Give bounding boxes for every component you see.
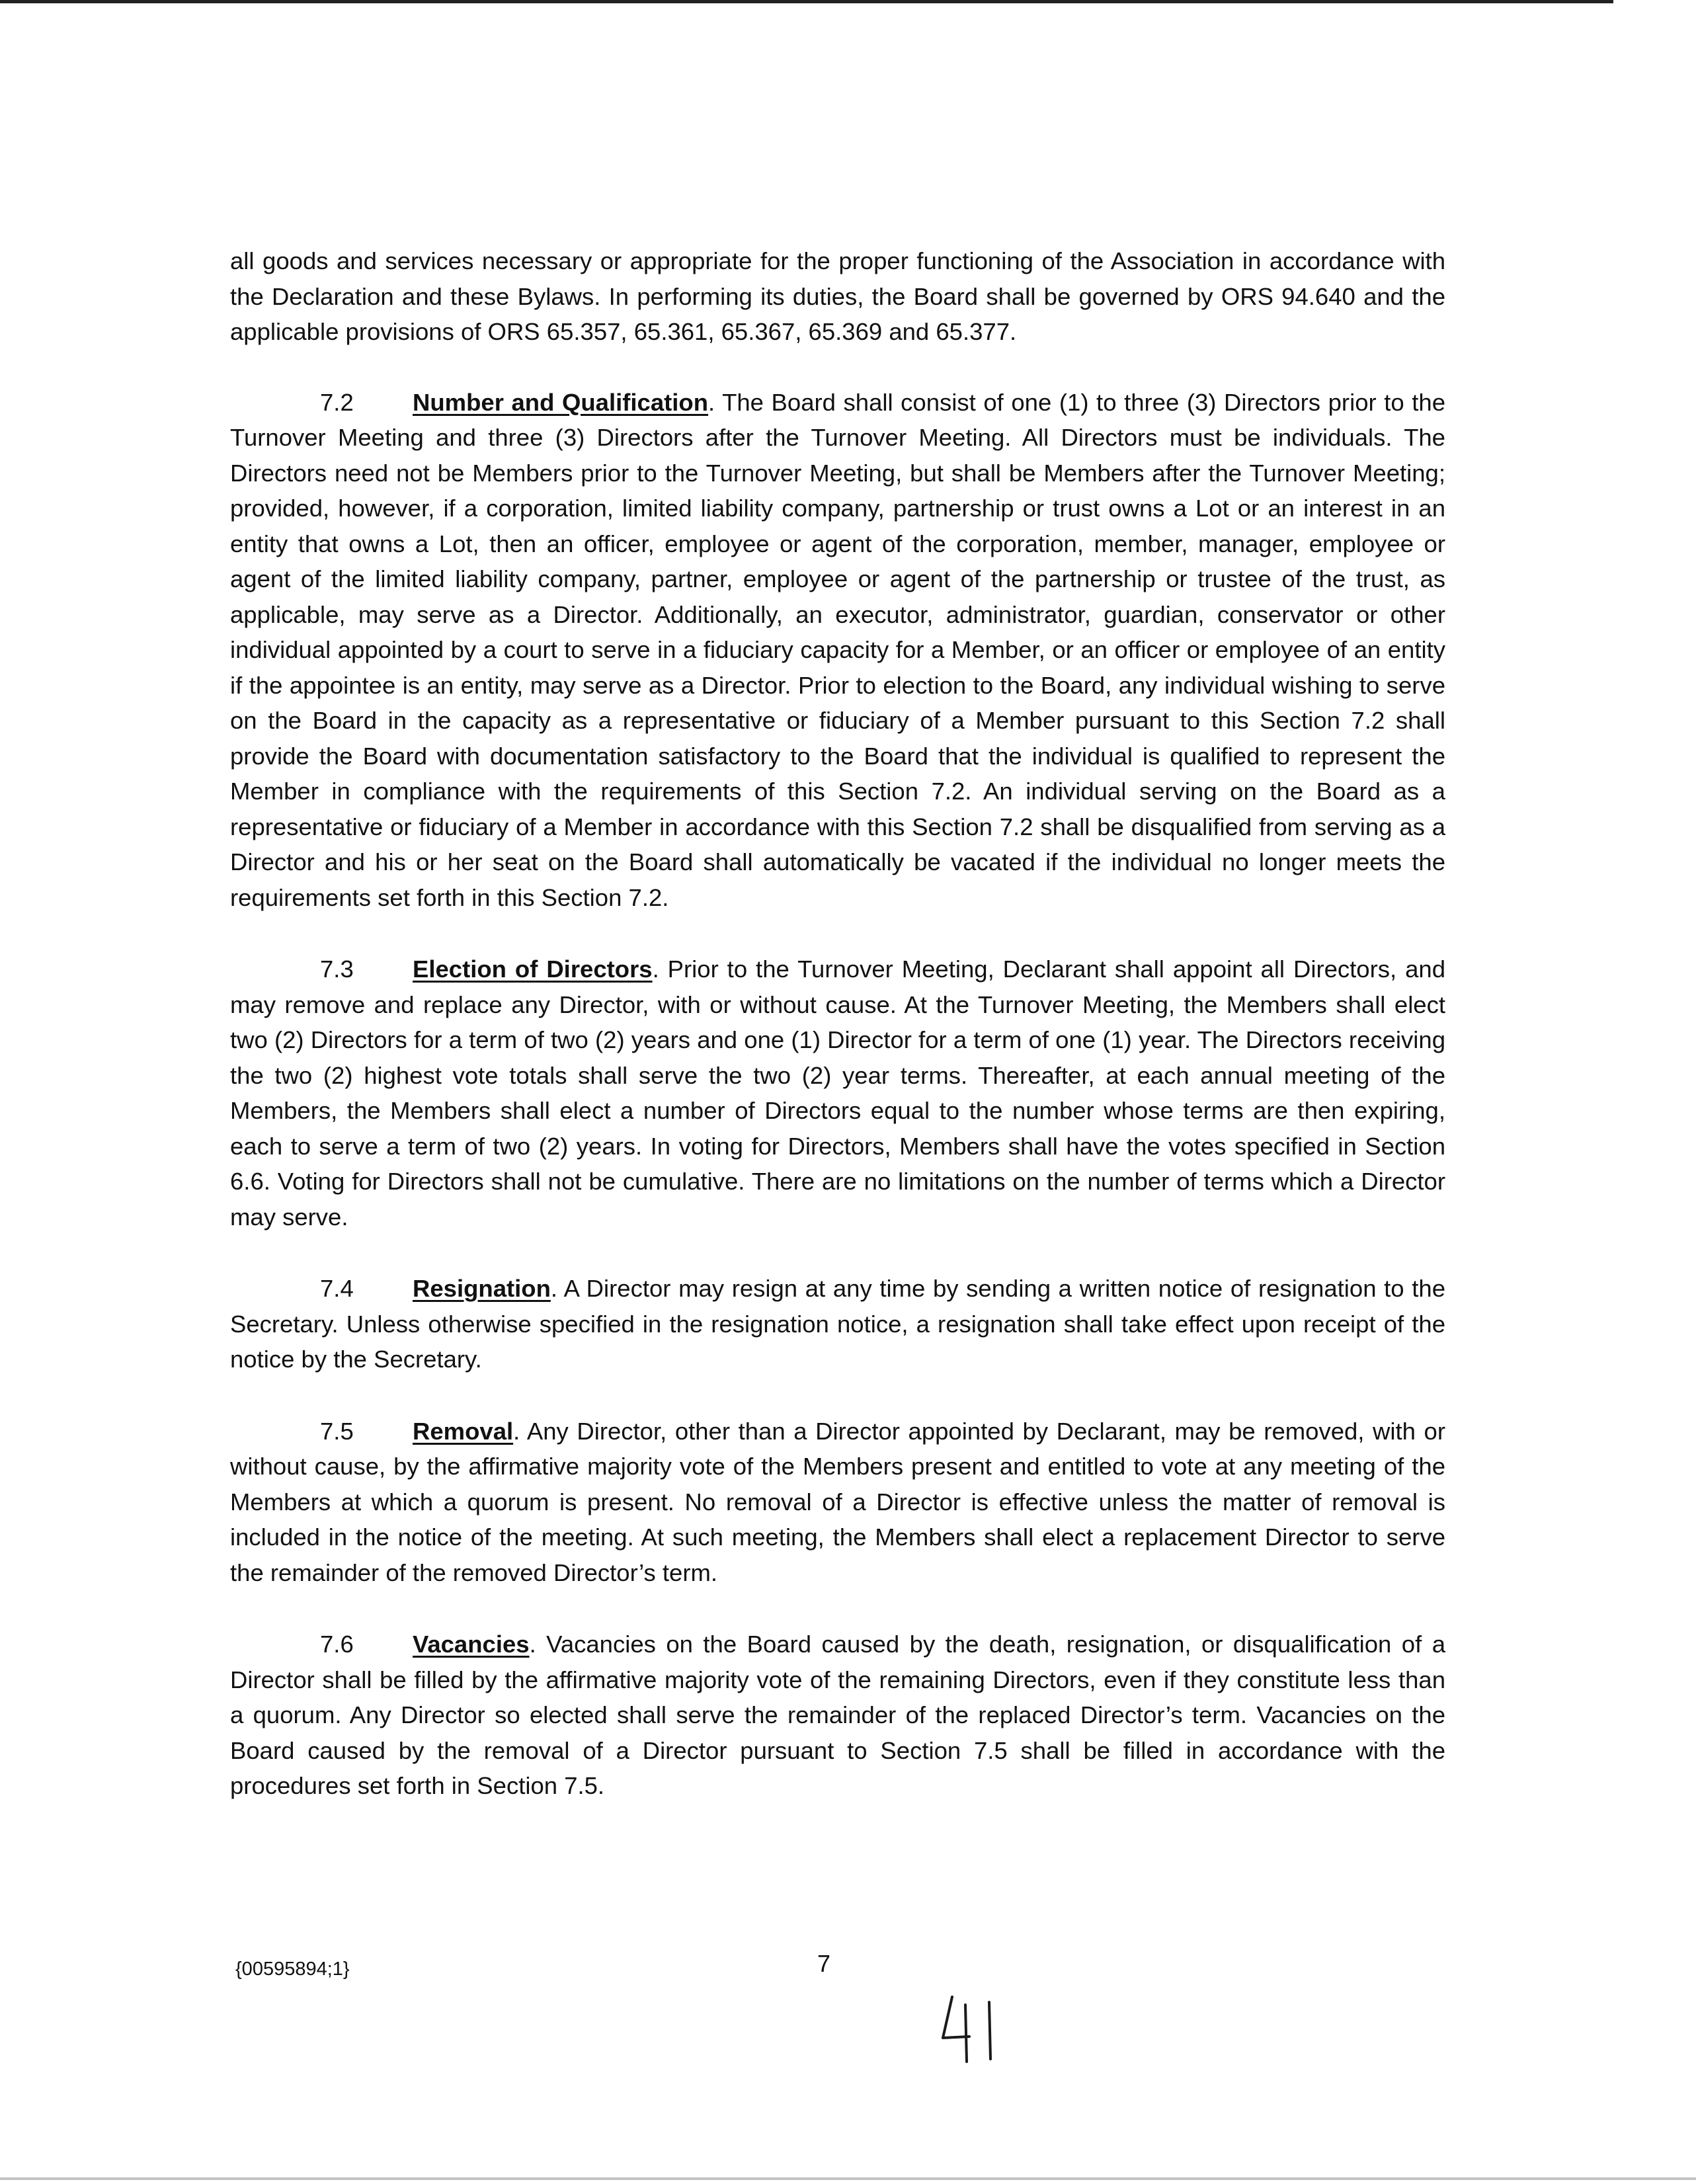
- section-body: . The Board shall consist of one (1) to three (3) Directors prior to the Turnover Meeting and three (3) Directors after the Turnover Meeting. All Directors must be individuals. The Directors need not be Members prior to the Turnover Meeting, but shall be Members after the Turnover Meeting; provided, however, if a corporation, limited liability company, partnership or trust owns a Lot or an interest in an entity that owns a Lot, then an officer, employee or agent of the corporation, member, manager, employee or agent of the limited liability company, partner, employee or agent of the partnership or trustee of the trust, as applicable, may serve as a Director. Additionally, an executor, administrator, guardian, conservator or other individual appointed by a court to serve in a fiduciary capacity for a Member, or an officer or employee of an entity if the appointee is an entity, may serve as a Director. Prior to election to the Board, any individual wishing to serve on the Board in the capacity as a representative or fiduciary of a Member pursuant to this Section 7.2 shall provide the Board with documentation satisfactory to the Board that the individual is qualified to represent the Member in compliance with the requirements of this Section 7.2. An individual serving on the Board as a representative or fiduciary of a Member in accordance with this Section 7.2 shall be disqualified from serving as a Director and his or her seat on the Board shall automatically be vacated if the individual no longer meets the requirements set forth in this Section 7.2.: [230, 388, 1445, 911]
- section-title: Resignation: [413, 1275, 551, 1302]
- section-number: 7.6: [320, 1631, 354, 1658]
- section-7-2: [230, 385, 1445, 916]
- document-body: [230, 243, 1445, 1840]
- section-7-4: [230, 1271, 1445, 1377]
- section-title: Removal: [413, 1417, 514, 1445]
- section-number: 7.3: [320, 955, 354, 983]
- section-body: . Vacancies on the Board caused by the death, resignation, or disqualification of a Director shall be filled by the affirmative majority vote of the remaining Directors, even if they constitute less than a quorum. Any Director so elected shall serve the remainder of the replaced Director’s term. Vacancies on the Board caused by the removal of a Director pursuant to Section 7.5 shall be filled in accordance with the procedures set forth in Section 7.5.: [230, 1631, 1445, 1799]
- document-id: {00595894;1}: [235, 1959, 350, 1980]
- section-number: 7.2: [320, 388, 354, 416]
- section-number: 7.5: [320, 1417, 354, 1445]
- handwritten-page-mark: [932, 1990, 1012, 2070]
- section-7-3: [230, 951, 1445, 1234]
- section-body: . A Director may resign at any time by sending a written notice of resignation to the Secretary. Unless otherwise specified in the resignation notice, a resignation shall take effect upon receipt of the notice by the Secretary.: [230, 1275, 1445, 1373]
- section-title: Election of Directors: [413, 955, 653, 983]
- section-7-6: [230, 1627, 1445, 1804]
- section-number: 7.4: [320, 1275, 354, 1302]
- paragraph-body: all goods and services necessary or appropriate for the proper functioning of the Association in accordance with the Declaration and these Bylaws. In performing its duties, the Board shall be governed by ORS 94.640 and the applicable provisions of ORS 65.357, 65.361, 65.367, 65.369 and 65.377.: [230, 247, 1445, 345]
- section-body: . Any Director, other than a Director appointed by Declarant, may be removed, with or without cause, by the affirmative majority vote of the Members present and entitled to vote at any meeting of the Members at which a quorum is present. No removal of a Director is effective unless the matter of removal is included in the notice of the meeting. At such meeting, the Members shall elect a replacement Director to serve the remainder of the removed Director’s term.: [230, 1417, 1445, 1586]
- section-body: . Prior to the Turnover Meeting, Declarant shall appoint all Directors, and may remove and replace any Director, with or without cause. At the Turnover Meeting, the Members shall elect two (2) Directors for a term of two (2) years and one (1) Director for a term of one (1) year. The Directors receiving the two (2) highest vote totals shall serve the two (2) year terms. Thereafter, at each annual meeting of the Members, the Members shall elect a number of Directors equal to the number whose terms are then expiring, each to serve a term of two (2) years. In voting for Directors, Members shall have the votes specified in Section 6.6. Voting for Directors shall not be cumulative. There are no limitations on the number of terms which a Director may serve.: [230, 955, 1445, 1231]
- scan-top-edge: [0, 0, 1613, 3]
- scan-bottom-edge: [0, 2177, 1696, 2180]
- page-number: 7: [817, 1950, 831, 1977]
- section-title: Number and Qualification: [413, 388, 709, 416]
- section-7-5: [230, 1414, 1445, 1591]
- section-title: Vacancies: [413, 1631, 530, 1658]
- paragraph-continuation: [230, 243, 1445, 350]
